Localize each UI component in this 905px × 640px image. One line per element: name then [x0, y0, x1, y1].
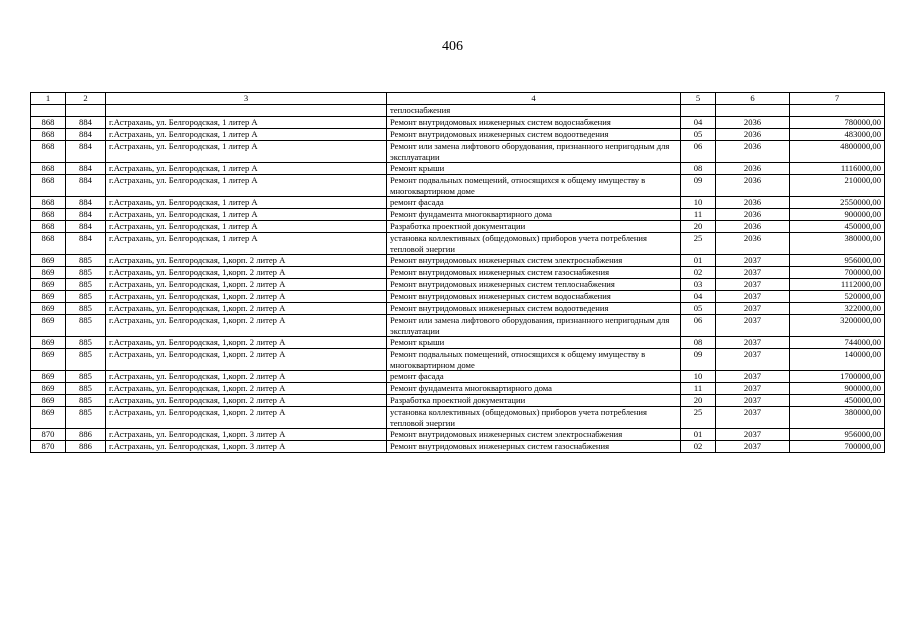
cost-cell: 744000,00: [790, 337, 885, 349]
work-type-cell: Ремонт внутридомовых инженерных систем электроснабжения: [387, 429, 681, 441]
id-cell: 885: [66, 371, 106, 383]
table-row: [31, 255, 885, 267]
table-row: [31, 117, 885, 129]
table-row: [31, 303, 885, 315]
table-row: [31, 441, 885, 453]
cost-cell: 2550000,00: [790, 197, 885, 209]
number-cell: 868: [31, 233, 66, 255]
year-cell: 2036: [716, 129, 790, 141]
table-row: [31, 163, 885, 175]
number-cell: 869: [31, 407, 66, 429]
id-cell: 885: [66, 383, 106, 395]
address-cell: г.Астрахань, ул. Белгородская, 1,корп. 2 литер А: [106, 349, 387, 371]
work-type-cell: Ремонт подвальных помещений, относящихся к общему имуществу в многоквартирном доме: [387, 349, 681, 371]
table-row: [31, 383, 885, 395]
cost-cell: 1112000,00: [790, 279, 885, 291]
table-row: [31, 349, 885, 371]
address-cell: г.Астрахань, ул. Белгородская, 1 литер А: [106, 175, 387, 197]
table-row: [31, 209, 885, 221]
work-type-cell: ремонт фасада: [387, 197, 681, 209]
id-cell: 886: [66, 441, 106, 453]
work-type-cell: установка коллективных (общедомовых) приборов учета потребления тепловой энергии: [387, 233, 681, 255]
id-cell: 885: [66, 279, 106, 291]
year-cell: 2036: [716, 175, 790, 197]
address-cell: г.Астрахань, ул. Белгородская, 1 литер А: [106, 117, 387, 129]
id-cell: 884: [66, 129, 106, 141]
table-row: [31, 175, 885, 197]
header-row: [31, 93, 885, 105]
cost-cell: 210000,00: [790, 175, 885, 197]
table-row: [31, 337, 885, 349]
year-cell: 2037: [716, 291, 790, 303]
year-cell: 2037: [716, 371, 790, 383]
work-code-cell: 04: [681, 291, 716, 303]
id-cell: 884: [66, 141, 106, 163]
work-type-cell: Ремонт внутридомовых инженерных систем теплоснабжения: [387, 279, 681, 291]
work-code-cell: 03: [681, 279, 716, 291]
work-code-cell: 02: [681, 441, 716, 453]
number-cell: 869: [31, 337, 66, 349]
table-row: [31, 371, 885, 383]
cost-cell: 700000,00: [790, 441, 885, 453]
address-cell: г.Астрахань, ул. Белгородская, 1,корп. 3 литер А: [106, 429, 387, 441]
number-cell: 869: [31, 267, 66, 279]
table-row: [31, 395, 885, 407]
cost-cell: 4800000,00: [790, 141, 885, 163]
page-number: 406: [442, 39, 463, 54]
work-code-cell: 04: [681, 117, 716, 129]
id-cell: 885: [66, 315, 106, 337]
cost-cell: 1116000,00: [790, 163, 885, 175]
work-type-cell: теплоснабжения: [387, 105, 681, 117]
address-cell: г.Астрахань, ул. Белгородская, 1 литер А: [106, 197, 387, 209]
address-cell: г.Астрахань, ул. Белгородская, 1,корп. 2 литер А: [106, 337, 387, 349]
work-type-cell: Ремонт или замена лифтового оборудования, признанного непригодным для эксплуатации: [387, 141, 681, 163]
column-header: 2: [66, 93, 106, 105]
id-cell: 884: [66, 117, 106, 129]
work-type-cell: Разработка проектной документации: [387, 221, 681, 233]
address-cell: г.Астрахань, ул. Белгородская, 1,корп. 3 литер А: [106, 441, 387, 453]
year-cell: 2037: [716, 337, 790, 349]
number-cell: 868: [31, 141, 66, 163]
work-code-cell: 02: [681, 267, 716, 279]
work-type-cell: Ремонт или замена лифтового оборудования, признанного непригодным для эксплуатации: [387, 315, 681, 337]
address-cell: г.Астрахань, ул. Белгородская, 1,корп. 2 литер А: [106, 407, 387, 429]
address-cell: г.Астрахань, ул. Белгородская, 1,корп. 2 литер А: [106, 371, 387, 383]
address-cell: г.Астрахань, ул. Белгородская, 1,корп. 2 литер А: [106, 315, 387, 337]
work-code-cell: 11: [681, 209, 716, 221]
work-code-cell: 08: [681, 337, 716, 349]
cost-cell: 900000,00: [790, 383, 885, 395]
address-cell: г.Астрахань, ул. Белгородская, 1,корп. 2 литер А: [106, 267, 387, 279]
column-header: 1: [31, 93, 66, 105]
number-cell: 869: [31, 291, 66, 303]
work-type-cell: Ремонт внутридомовых инженерных систем водоснабжения: [387, 291, 681, 303]
table-row: [31, 267, 885, 279]
id-cell: 885: [66, 349, 106, 371]
work-type-cell: Ремонт фундамента многоквартирного дома: [387, 209, 681, 221]
address-cell: г.Астрахань, ул. Белгородская, 1,корп. 2 литер А: [106, 279, 387, 291]
year-cell: 2036: [716, 163, 790, 175]
year-cell: 2037: [716, 279, 790, 291]
table-row: [31, 279, 885, 291]
continuation-row: [31, 105, 885, 117]
year-cell: 2036: [716, 141, 790, 163]
work-type-cell: Ремонт внутридомовых инженерных систем водоотведения: [387, 129, 681, 141]
year-cell: 2036: [716, 221, 790, 233]
work-code-cell: 05: [681, 129, 716, 141]
work-type-cell: Ремонт внутридомовых инженерных систем водоотведения: [387, 303, 681, 315]
number-cell: 869: [31, 303, 66, 315]
work-type-cell: Ремонт внутридомовых инженерных систем газоснабжения: [387, 267, 681, 279]
number-cell: 868: [31, 221, 66, 233]
number-cell: 868: [31, 197, 66, 209]
address-cell: г.Астрахань, ул. Белгородская, 1,корп. 2 литер А: [106, 395, 387, 407]
address-cell: г.Астрахань, ул. Белгородская, 1,корп. 2 литер А: [106, 255, 387, 267]
year-cell: 2037: [716, 383, 790, 395]
address-cell: г.Астрахань, ул. Белгородская, 1 литер А: [106, 141, 387, 163]
number-cell: 868: [31, 175, 66, 197]
work-code-cell: 06: [681, 141, 716, 163]
id-cell: 885: [66, 407, 106, 429]
id-cell: 885: [66, 395, 106, 407]
cost-cell: 450000,00: [790, 395, 885, 407]
year-cell: 2037: [716, 349, 790, 371]
column-header: 4: [387, 93, 681, 105]
year-cell: 2037: [716, 255, 790, 267]
cost-cell: 520000,00: [790, 291, 885, 303]
year-cell: 2036: [716, 197, 790, 209]
table-row: [31, 291, 885, 303]
number-cell: 870: [31, 429, 66, 441]
year-cell: 2036: [716, 117, 790, 129]
id-cell: 884: [66, 221, 106, 233]
work-code-cell: 20: [681, 395, 716, 407]
address-cell: г.Астрахань, ул. Белгородская, 1 литер А: [106, 221, 387, 233]
work-type-cell: Ремонт крыши: [387, 337, 681, 349]
id-cell: 886: [66, 429, 106, 441]
number-cell: 869: [31, 371, 66, 383]
cost-cell: 140000,00: [790, 349, 885, 371]
cost-cell: 322000,00: [790, 303, 885, 315]
work-code-cell: 11: [681, 383, 716, 395]
address-cell: г.Астрахань, ул. Белгородская, 1 литер А: [106, 163, 387, 175]
cost-cell: 380000,00: [790, 407, 885, 429]
cost-cell: 956000,00: [790, 429, 885, 441]
year-cell: 2037: [716, 407, 790, 429]
id-cell: 885: [66, 291, 106, 303]
id-cell: 884: [66, 175, 106, 197]
work-code-cell: 05: [681, 303, 716, 315]
table-row: [31, 221, 885, 233]
work-code-cell: 25: [681, 407, 716, 429]
work-type-cell: Ремонт крыши: [387, 163, 681, 175]
work-type-cell: установка коллективных (общедомовых) приборов учета потребления тепловой энергии: [387, 407, 681, 429]
work-type-cell: Ремонт внутридомовых инженерных систем водоснабжения: [387, 117, 681, 129]
work-code-cell: 25: [681, 233, 716, 255]
address-cell: г.Астрахань, ул. Белгородская, 1,корп. 2 литер А: [106, 291, 387, 303]
cost-cell: 1700000,00: [790, 371, 885, 383]
work-type-cell: Ремонт подвальных помещений, относящихся к общему имуществу в многоквартирном доме: [387, 175, 681, 197]
number-cell: 870: [31, 441, 66, 453]
number-cell: 869: [31, 395, 66, 407]
cost-cell: 450000,00: [790, 221, 885, 233]
work-type-cell: Разработка проектной документации: [387, 395, 681, 407]
table-row: [31, 197, 885, 209]
address-cell: г.Астрахань, ул. Белгородская, 1 литер А: [106, 129, 387, 141]
table-row: [31, 141, 885, 163]
number-cell: 869: [31, 255, 66, 267]
address-cell: г.Астрахань, ул. Белгородская, 1 литер А: [106, 233, 387, 255]
number-cell: 868: [31, 209, 66, 221]
repair-schedule-table: [30, 92, 885, 453]
work-type-cell: Ремонт фундамента многоквартирного дома: [387, 383, 681, 395]
cost-cell: 956000,00: [790, 255, 885, 267]
id-cell: 884: [66, 197, 106, 209]
id-cell: 885: [66, 337, 106, 349]
number-cell: 868: [31, 163, 66, 175]
column-header: 3: [106, 93, 387, 105]
work-code-cell: 09: [681, 349, 716, 371]
year-cell: 2037: [716, 395, 790, 407]
cost-cell: 380000,00: [790, 233, 885, 255]
table-row: [31, 233, 885, 255]
id-cell: 885: [66, 303, 106, 315]
work-code-cell: 20: [681, 221, 716, 233]
work-code-cell: 10: [681, 371, 716, 383]
table-row: [31, 315, 885, 337]
number-cell: 869: [31, 315, 66, 337]
id-cell: 884: [66, 209, 106, 221]
year-cell: 2037: [716, 315, 790, 337]
year-cell: 2037: [716, 429, 790, 441]
year-cell: 2037: [716, 303, 790, 315]
address-cell: г.Астрахань, ул. Белгородская, 1,корп. 2 литер А: [106, 383, 387, 395]
id-cell: 884: [66, 163, 106, 175]
work-code-cell: 06: [681, 315, 716, 337]
cost-cell: 3200000,00: [790, 315, 885, 337]
number-cell: 869: [31, 279, 66, 291]
id-cell: 885: [66, 255, 106, 267]
id-cell: 885: [66, 267, 106, 279]
cost-cell: 780000,00: [790, 117, 885, 129]
cost-cell: 700000,00: [790, 267, 885, 279]
work-code-cell: 01: [681, 429, 716, 441]
work-code-cell: 10: [681, 197, 716, 209]
number-cell: 868: [31, 129, 66, 141]
table-row: [31, 129, 885, 141]
address-cell: г.Астрахань, ул. Белгородская, 1,корп. 2 литер А: [106, 303, 387, 315]
year-cell: 2036: [716, 209, 790, 221]
column-header: 5: [681, 93, 716, 105]
id-cell: 884: [66, 233, 106, 255]
year-cell: 2037: [716, 441, 790, 453]
year-cell: 2036: [716, 233, 790, 255]
column-header: 6: [716, 93, 790, 105]
table-row: [31, 407, 885, 429]
work-code-cell: 09: [681, 175, 716, 197]
number-cell: 869: [31, 383, 66, 395]
cost-cell: 900000,00: [790, 209, 885, 221]
address-cell: г.Астрахань, ул. Белгородская, 1 литер А: [106, 209, 387, 221]
cost-cell: 483000,00: [790, 129, 885, 141]
column-header: 7: [790, 93, 885, 105]
number-cell: 869: [31, 349, 66, 371]
work-type-cell: Ремонт внутридомовых инженерных систем электроснабжения: [387, 255, 681, 267]
work-type-cell: Ремонт внутридомовых инженерных систем газоснабжения: [387, 441, 681, 453]
number-cell: 868: [31, 117, 66, 129]
year-cell: 2037: [716, 267, 790, 279]
table-row: [31, 429, 885, 441]
work-code-cell: 08: [681, 163, 716, 175]
work-type-cell: ремонт фасада: [387, 371, 681, 383]
work-code-cell: 01: [681, 255, 716, 267]
